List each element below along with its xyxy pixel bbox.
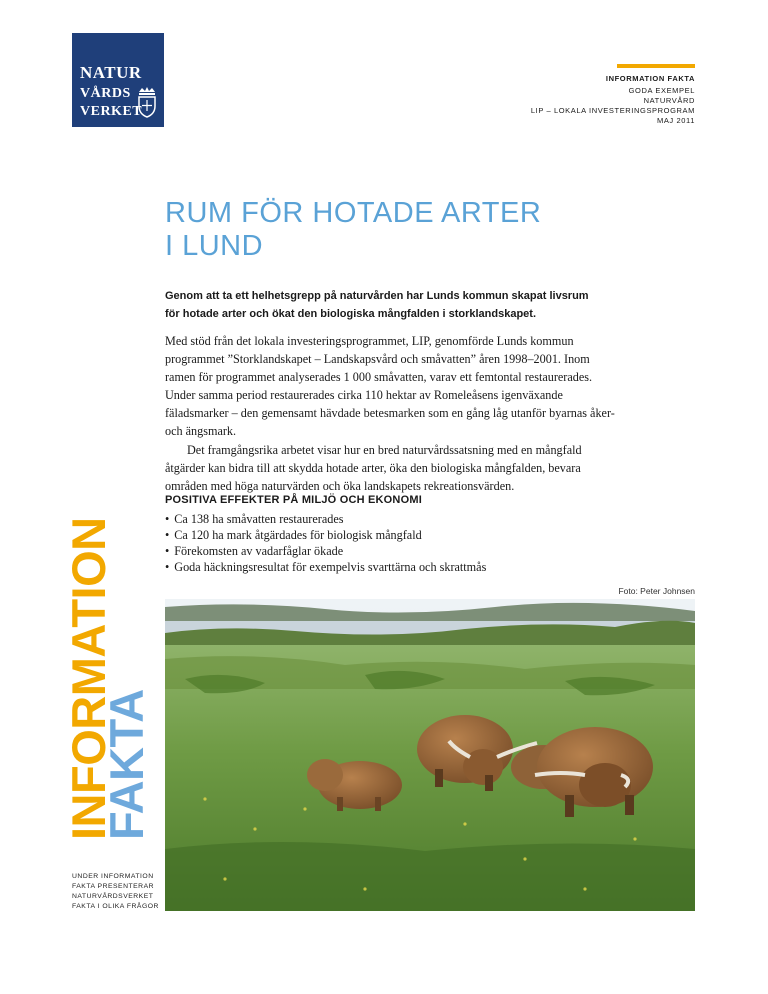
lead-paragraph: Genom att ta ett helhetsgrepp på naturvården har Lunds kommun skapat livsrum för hotade arter och ökat den biologiska mångfalden i storklandskapet. xyxy=(165,290,589,320)
header-label: INFORMATION FAKTA xyxy=(605,74,695,83)
crown-crest-icon xyxy=(136,86,158,118)
side-note-line: FAKTA I OLIKA FRÅGOR xyxy=(72,903,159,910)
side-note-line: UNDER INFORMATION xyxy=(72,873,154,880)
list-item: • Ca 120 ha mark åtgärdades för biologisk mångfald xyxy=(165,527,486,543)
body-paragraph-1: Med stöd från det lokala investeringsprogrammet, LIP, genomförde Lunds kommun programmet ”Storklandskapet – Landskapsvård och småvatten” åren 1998–2001. Inom ramen för programmet analyserades 1 000 småvatten, varav ett femtontal restaurerades. Under samma period restaurerades cirka 110 hektar av Romeleåsens igenväxande fäladsmarker – den gemensamt hävdade betesmarken som en gång låg utanför byarnas åker- och ängsmark. xyxy=(165,334,615,439)
document-header xyxy=(531,74,695,126)
side-note xyxy=(72,872,172,912)
side-label xyxy=(62,517,153,840)
landscape-photo xyxy=(165,599,695,911)
header-line: MAJ 2011 xyxy=(656,116,695,125)
naturvardsverket-logo xyxy=(72,33,164,127)
side-label-fakta: FAKTA xyxy=(100,689,153,840)
body-paragraph-2: Det framgångsrika arbetet visar hur en bred naturvårdssatsning med en mångfald åtgärder kan bidra till att skydda hotade arter, öka den biologiska mångfalden, bevara områden med höga naturvärden och öka landskapets rekreationsvärden. xyxy=(165,442,582,493)
page-title xyxy=(165,197,665,263)
logo-line-1: NATUR xyxy=(80,63,142,82)
list-item: • Förekomsten av vadarfåglar ökade xyxy=(165,543,486,559)
effects-heading: POSITIVA EFFEKTER PÅ MILJÖ OCH EKONOMI xyxy=(165,494,422,506)
side-label-information: INFORMATION xyxy=(62,517,115,840)
body-text xyxy=(165,332,623,495)
header-line: LIP – LOKALA INVESTERINGSPROGRAM xyxy=(530,106,695,115)
header-line: GODA EXEMPEL xyxy=(628,86,695,95)
side-note-line: FAKTA PRESENTERAR xyxy=(72,883,155,890)
header-line: NATURVÅRD xyxy=(643,96,695,105)
photo-credit: Foto: Peter Johnsen xyxy=(618,586,695,596)
list-item: • Ca 138 ha småvatten restaurerades xyxy=(165,511,486,527)
title-line-2: I LUND xyxy=(165,230,264,262)
cattle-meadow-illustration xyxy=(165,599,695,911)
logo-line-2: VÅRDS xyxy=(80,86,131,101)
title-line-1: RUM FÖR HOTADE ARTER xyxy=(165,197,542,229)
list-item: • Goda häckningsresultat för exempelvis svarttärna och skrattmås xyxy=(165,559,486,575)
side-note-line: NATURVÅRDSVERKET xyxy=(72,893,154,900)
logo-line-3: VERKET xyxy=(80,104,143,119)
header-accent-bar xyxy=(617,64,695,68)
effects-list xyxy=(165,511,486,575)
